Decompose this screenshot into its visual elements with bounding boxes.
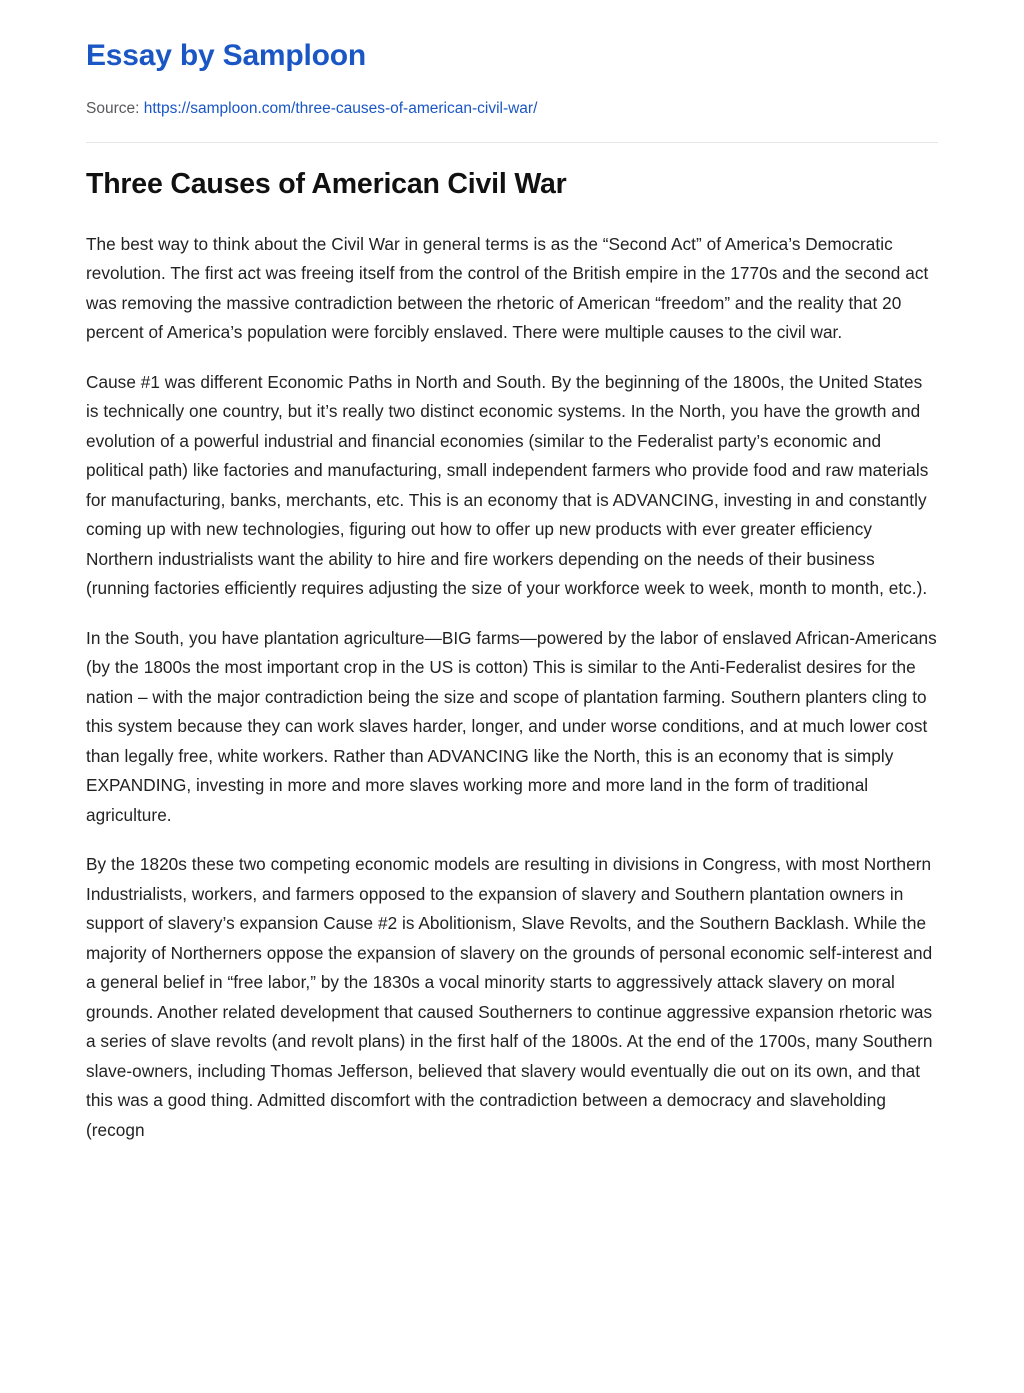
essay-paragraph: The best way to think about the Civil War in general terms is as the “Second Act” of America’s Democratic revolution. The first act was freeing itself from the control of the British empire in the 1770s and the second act was removing the massive contradiction between the rhetoric of American “freedom” and the reality that 20 percent of America’s population were forcibly enslaved. There were multiple causes to the civil war. [86, 233, 929, 343]
source-label: Source: [86, 100, 140, 117]
site-brand-title: Essay by Samploon [86, 39, 367, 72]
essay-paragraph: By the 1820s these two competing economic models are resulting in divisions in Congress, with most Northern Industrialists, workers, and farmers opposed to the expansion of slavery and Southern plantation owners in support of slavery’s expansion Cause #2 is Abolitionism, Slave Revolts, and the Southern Backlash. While the majority of Northerners oppose the expansion of slavery on the grounds of personal economic self-interest and a general belief in “free labor,” by the 1830s a vocal minority starts to aggressively attack slavery on moral grounds. Another related development that caused Southerners to continue aggressive expansion rhetoric was a series of slave revolts (and revolt plans) in the first half of the 1800s. At the end of the 1700s, many Southern slave-owners, including Thomas Jefferson, believed that slavery would eventually die out on its own, and that this was a good thing. Admitted discomfort with the contradiction between a democracy and slaveholding (recogn [86, 854, 933, 1140]
essay-paragraph: In the South, you have plantation agriculture—BIG farms—powered by the labor of enslaved African-Americans (by the 1800s the most important crop in the US is cotton) This is similar to the Anti-Federalist desires for the nation – with the major contradiction being the size and scope of plantation farming. Southern planters cling to this system because they can work slaves harder, longer, and under worse conditions, and at much lower cost than legally free, white workers. Rather than ADVANCING like the North, this is an economy that is simply EXPANDING, investing in more and more slaves working more and more land in the form of traditional agriculture. [86, 627, 937, 825]
essay-body [86, 201, 938, 1146]
source-line [86, 71, 938, 119]
page-title: Three Causes of American Civil War [86, 167, 567, 200]
essay-paragraph: Cause #1 was different Economic Paths in North and South. By the beginning of the 1800s, the United States is technically one country, but it’s really two distinct economic systems. In the North, you have the growth and evolution of a powerful industrial and financial economies (similar to the Federalist party’s economic and political path) like factories and manufacturing, small independent farmers who provide food and raw materials for manufacturing, banks, merchants, etc. This is an economy that is ADVANCING, investing in and constantly coming up with new technologies, figuring out how to offer up new products with ever greater efficiency Northern industrialists want the ability to hire and fire workers depending on the needs of their business (running factories efficiently requires adjusting the size of your workforce week to week, month to month, etc.). [86, 371, 929, 599]
source-url-link[interactable]: https://samploon.com/three-causes-of-american-civil-war/ [143, 100, 538, 117]
